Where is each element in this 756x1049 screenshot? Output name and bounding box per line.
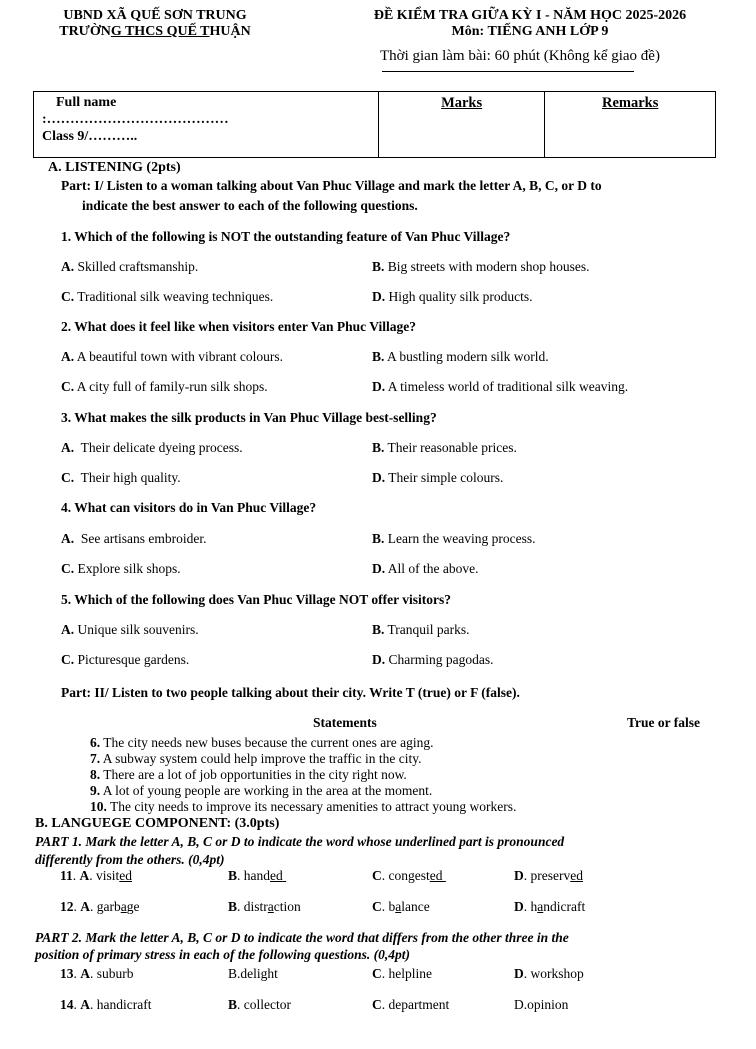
q13-option-b[interactable]: B.delight xyxy=(228,966,278,981)
lang-part1-line1: PART 1. Mark the letter A, B, C or D to indicate the word whose underlined part is pronounced xyxy=(35,834,565,849)
q11-number: 11. A. visited xyxy=(60,868,133,883)
q1-option-c[interactable]: C. Traditional silk weaving techniques. xyxy=(61,289,274,304)
part2-instruction: Part: II/ Listen to two people talking about their city. Write T (true) or F (false). xyxy=(61,685,520,700)
q13-option-c[interactable]: C. helpline xyxy=(372,966,432,981)
time-underline xyxy=(382,71,634,72)
listening-title: A. LISTENING (2pts) xyxy=(48,160,181,175)
name-cell[interactable] xyxy=(34,92,379,158)
q12-option-a[interactable]: 12. A. garbage xyxy=(60,899,140,914)
q5-option-c[interactable]: C. Picturesque gardens. xyxy=(61,652,190,667)
q11-option-c[interactable]: C. congested xyxy=(372,868,443,883)
exam-header xyxy=(330,8,730,40)
marks-cell xyxy=(378,92,544,158)
q11-option-d[interactable]: D. preserved xyxy=(514,868,583,883)
statement-6: 6. The city needs new buses because the current ones are aging. xyxy=(90,735,434,750)
q14-option-b[interactable]: B. collector xyxy=(228,997,291,1012)
statement-10: 10. The city needs to improve its necessary amenities to attract young workers. xyxy=(90,799,517,814)
exam-subject: Môn: TIẾNG ANH LỚP 9 xyxy=(451,24,609,39)
marks-label: Marks xyxy=(441,95,483,111)
class-label: Class 9/……….. xyxy=(42,129,138,144)
part1-instruction-line1: Part: I/ Listen to a woman talking about Van Phuc Village and mark the letter A, B, C, or D to xyxy=(61,178,602,193)
question-2: 2. What does it feel like when visitors enter Van Phuc Village? xyxy=(61,319,417,334)
q13-option-d[interactable]: D. workshop xyxy=(514,966,584,981)
question-3: 3. What makes the silk products in Van Phuc Village best-selling? xyxy=(61,410,437,425)
q2-option-c[interactable]: C. A city full of family-run silk shops. xyxy=(61,379,268,394)
statement-9: 9. A lot of young people are working in the area at the moment. xyxy=(90,783,433,798)
q4-option-a[interactable]: A. See artisans embroider. xyxy=(61,531,207,546)
q3-option-b[interactable]: B. Their reasonable prices. xyxy=(372,440,517,455)
q14-option-a[interactable]: 14. A. handicraft xyxy=(60,997,152,1012)
q3-option-c[interactable]: C. Their high quality. xyxy=(61,470,181,485)
q1-option-a[interactable]: A. Skilled craftsmanship. xyxy=(61,259,199,274)
statement-7: 7. A subway system could help improve the traffic in the city. xyxy=(90,751,422,766)
q12-option-c[interactable]: C. balance xyxy=(372,899,430,914)
part1-instruction-line2: indicate the best answer to each of the following questions. xyxy=(82,198,418,213)
q2-option-d[interactable]: D. A timeless world of traditional silk weaving. xyxy=(372,379,629,394)
exam-time: Thời gian làm bài: 60 phút (Không kể giao đề) xyxy=(380,48,660,64)
student-info-table xyxy=(33,91,716,158)
q4-option-d[interactable]: D. All of the above. xyxy=(372,561,479,576)
school-name: TRƯỜNG THCS QUẾ THUẬN xyxy=(59,24,251,39)
q13-option-a[interactable]: 13. A. suburb xyxy=(60,966,134,981)
q14-option-c[interactable]: C. department xyxy=(372,997,450,1012)
q5-option-d[interactable]: D. Charming pagodas. xyxy=(372,652,494,667)
school-header xyxy=(30,8,280,40)
name-dots: :………………………………… xyxy=(42,112,229,127)
true-false-header: True or false xyxy=(627,715,700,730)
lang-part2-line1: PART 2. Mark the letter A, B, C or D to indicate the word that differs from the other three in the xyxy=(35,930,569,945)
statement-8: 8. There are a lot of job opportunities in the city right now. xyxy=(90,767,407,782)
full-name-label: Full name xyxy=(56,95,117,110)
q4-option-c[interactable]: C. Explore silk shops. xyxy=(61,561,181,576)
q11-option-b[interactable]: B. handed xyxy=(228,868,283,883)
q12-option-d[interactable]: D. handicraft xyxy=(514,899,586,914)
lang-part2-line2: position of primary stress in each of the following questions. (0,4pt) xyxy=(35,947,411,962)
language-title: B. LANGUEGE COMPONENT: (3.0pts) xyxy=(35,816,280,831)
q2-option-b[interactable]: B. A bustling modern silk world. xyxy=(372,349,549,364)
q5-option-b[interactable]: B. Tranquil parks. xyxy=(372,622,470,637)
lang-part1-line2: differently from the others. (0,4pt) xyxy=(35,852,225,867)
statements-header: Statements xyxy=(313,715,377,730)
question-4: 4. What can visitors do in Van Phuc Village? xyxy=(61,500,317,515)
q2-option-a[interactable]: A. A beautiful town with vibrant colours. xyxy=(61,349,283,364)
question-1: 1. Which of the following is NOT the outstanding feature of Van Phuc Village? xyxy=(61,229,511,244)
q3-option-d[interactable]: D. Their simple colours. xyxy=(372,470,504,485)
q4-option-b[interactable]: B. Learn the weaving process. xyxy=(372,531,536,546)
question-5: 5. Which of the following does Van Phuc Village NOT offer visitors? xyxy=(61,592,452,607)
q5-option-a[interactable]: A. Unique silk souvenirs. xyxy=(61,622,199,637)
district-name: UBND XÃ QUẾ SƠN TRUNG xyxy=(63,8,247,23)
remarks-cell xyxy=(545,92,716,158)
q1-option-d[interactable]: D. High quality silk products. xyxy=(372,289,533,304)
q1-option-b[interactable]: B. Big streets with modern shop houses. xyxy=(372,259,590,274)
q12-option-b[interactable]: B. distraction xyxy=(228,899,301,914)
exam-title: ĐỀ KIỂM TRA GIỮA KỲ I - NĂM HỌC 2025-2026 xyxy=(373,8,687,23)
q14-option-d[interactable]: D.opinion xyxy=(514,997,569,1012)
remarks-label: Remarks xyxy=(601,95,659,111)
q3-option-a[interactable]: A. Their delicate dyeing process. xyxy=(61,440,243,455)
